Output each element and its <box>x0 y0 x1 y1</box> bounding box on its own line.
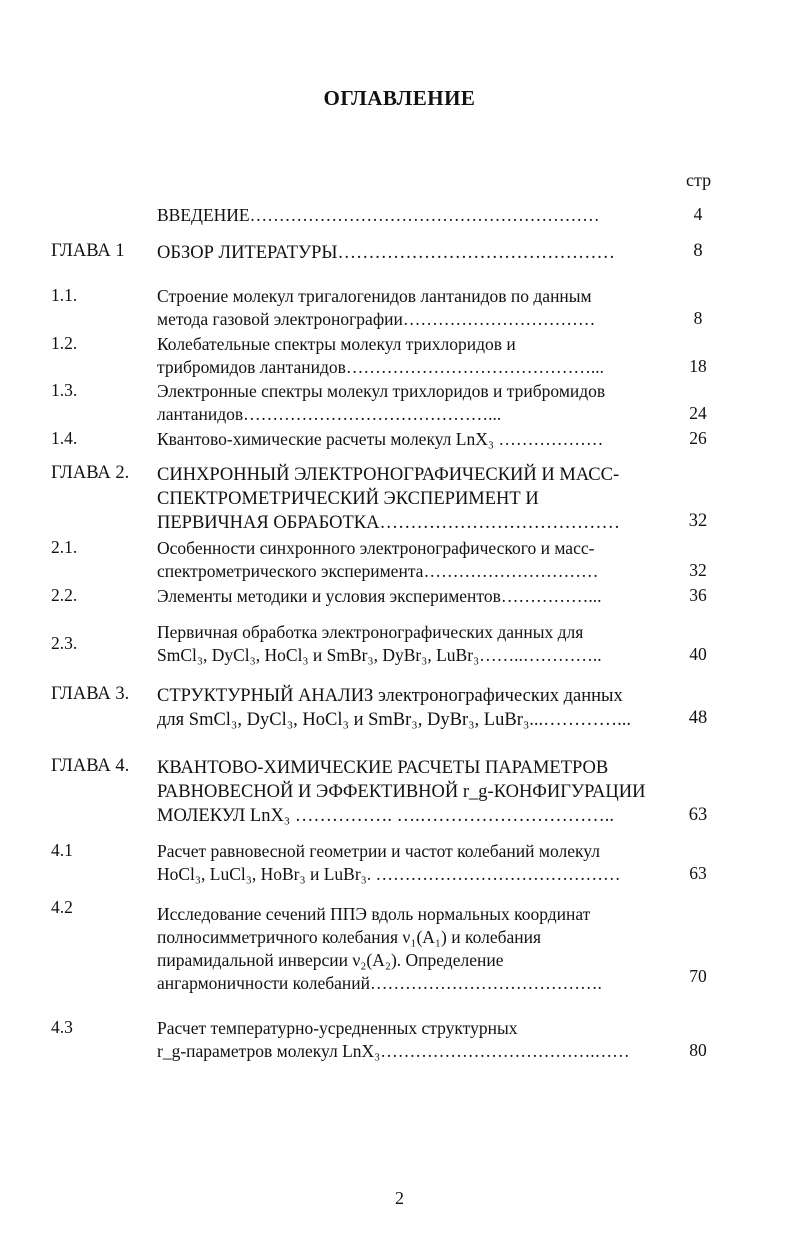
pages-column-header: стр <box>686 170 712 190</box>
toc-entry-title: ВВЕДЕНИЕ…………………………………………………… <box>157 205 600 225</box>
toc-entry-number: 4.1 <box>51 840 73 860</box>
toc-entry-page: 80 <box>689 1040 707 1060</box>
toc-entry-title: Расчет равновесной геометрии и частот колебаний молекул HoCl₃, LuCl₃, HoBr₃ и LuBr₃. …………………………………… <box>157 841 621 884</box>
toc-entry-title: Исследование сечений ППЭ вдоль нормальных координат полносимметричного колебания ν₁(A₁) и колебания пирамидальной инверсии ν₂(A₂). Определение ангармоничности колебаний…………………………………. <box>157 904 602 993</box>
toc-entry-number: 2.3. <box>51 633 78 653</box>
toc-entry-page: 48 <box>688 708 708 728</box>
toc-entry-number: 1.4. <box>51 428 78 448</box>
toc-entry-title: Колебательные спектры молекул трихлоридов и трибромидов лантанидов……………………………………... <box>157 334 605 377</box>
toc-entry-number: 2.1. <box>51 537 78 557</box>
toc-entry-title: СИНХРОННЫЙ ЭЛЕКТРОНОГРАФИЧЕСКИЙ И МАСС- СПЕКТРОМЕТРИЧЕСКИЙ ЭКСПЕРИМЕНТ И ПЕРВИЧНАЯ ОБРАБОТКА………………………………… <box>157 465 620 533</box>
toc-entry-page: 32 <box>688 511 708 531</box>
toc-entry-title: Особенности синхронного электронографического и масс- спектрометрического эксперимента………………………… <box>157 538 599 581</box>
toc-entry-page: 63 <box>689 863 707 883</box>
toc-entry-page: 36 <box>689 585 707 605</box>
toc-entry-title: Строение молекул тригалогенидов лантанидов по данным метода газовой электронографии…………………………… <box>157 286 596 329</box>
page-number: 2 <box>395 1188 404 1208</box>
toc-entry-number: 1.3. <box>51 380 78 400</box>
toc-entry-number: ГЛАВА 4. <box>51 756 130 776</box>
toc-entry-page: 70 <box>689 966 707 986</box>
page-title: ОГЛАВЛЕНИЕ <box>323 86 476 110</box>
toc-entry-page: 8 <box>693 241 703 261</box>
toc-entry-number: 1.1. <box>51 285 78 305</box>
toc-entry-page: 32 <box>689 560 707 580</box>
toc-entry-page: 8 <box>693 308 703 328</box>
toc-entry-title: КВАНТОВО-ХИМИЧЕСКИЕ РАСЧЕТЫ ПАРАМЕТРОВ РАВНОВЕСНОЙ И ЭФФЕКТИВНОЙ r_g-КОНФИГУРАЦИИ МОЛЕКУЛ LnX₃ ……………. ….………………………….. <box>157 758 646 826</box>
toc-entry-title: ОБЗОР ЛИТЕРАТУРЫ……………………………………… <box>157 243 616 263</box>
toc-entry-page: 40 <box>689 644 707 664</box>
toc-entry-number: 2.2. <box>51 585 78 605</box>
toc-entry-title: Элементы методики и условия экспериментов……………... <box>157 586 602 606</box>
toc-entry-number: 1.2. <box>51 333 78 353</box>
toc-entry-page: 18 <box>689 356 707 376</box>
toc-entry-title: Расчет температурно-усредненных структурных r_g-параметров молекул LnX₃……………………………….…… <box>157 1018 630 1061</box>
toc-entry-page: 26 <box>689 428 707 448</box>
toc-entry-number: 4.2 <box>51 897 73 917</box>
toc-entry-page: 4 <box>693 204 703 224</box>
toc-entry-page: 24 <box>689 403 707 423</box>
toc-entry-title: СТРУКТУРНЫЙ АНАЛИЗ электронографических данных для SmCl₃, DyCl₃, HoCl₃ и SmBr₃, DyBr₃, LuBr₃...…………... <box>157 686 632 730</box>
toc-entry-number: ГЛАВА 1 <box>51 241 125 261</box>
toc-entry-number: 4.3 <box>51 1017 73 1037</box>
toc-entry-number: ГЛАВА 3. <box>51 684 130 704</box>
toc-entry-title: Электронные спектры молекул трихлоридов и трибромидов лантанидов……………………………………... <box>157 381 606 424</box>
toc-entry-number: ГЛАВА 2. <box>51 463 130 483</box>
toc-entry-page: 63 <box>688 805 708 825</box>
toc-entry-title: Первичная обработка электронографических данных для SmCl₃, DyCl₃, HoCl₃ и SmBr₃, DyBr₃, LuBr₃……..………….. <box>157 622 602 665</box>
toc-entry-title: Квантово-химические расчеты молекул LnX₃ ……………… <box>157 429 604 449</box>
